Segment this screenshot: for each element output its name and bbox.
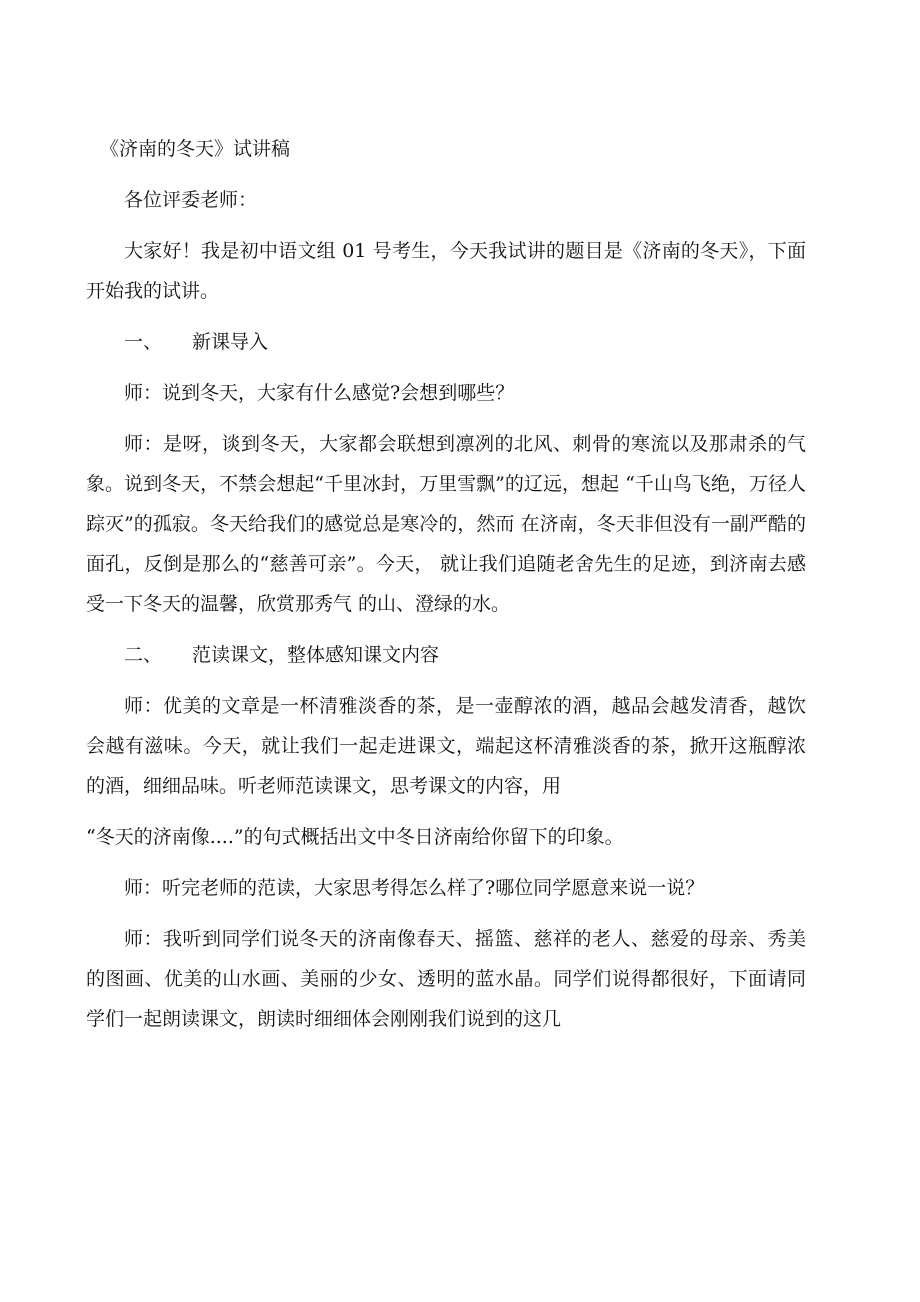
teacher-paragraph-5: 师：我听到同学们说冬天的济南像春天、摇篮、慈祥的老人、慈爱的母亲、秀美的图画、优美的山水画、美丽的少女、透明的蓝水晶。同学们说得都很好，下面请同学们一起朗读课文，朗读时细细体会刚刚我们说到的这几: [86, 928, 806, 1030]
intro-paragraph: 大家好！我是初中语文组 01 号考生，今天我试讲的题目是《济南的冬天》，下面开始我的试讲。: [86, 240, 806, 302]
teacher-paragraph-2: 师：是呀，谈到冬天，大家都会联想到凛冽的北风、刺骨的寒流以及那肃杀的气象。说到冬天，不禁会想起“千里冰封，万里雪飘”的辽远，想起 “千山鸟飞绝，万径人踪灭”的孤寂。冬天给我们的感觉总是寒冷的，然而 在济南，冬天非但没有一副严酷的面孔，反倒是那么的“慈善可亲”。今天， 就让我们追随老舍先生的足迹，到济南去感受一下冬天的温馨，欣赏那秀气 的山、澄绿的水。: [86, 433, 806, 615]
section-heading-1: [86, 322, 806, 362]
document-body: [86, 180, 806, 1050]
greeting-paragraph: 各位评委老师：: [124, 189, 258, 211]
teacher-paragraph-1: 师：说到冬天，大家有什么感觉?会想到哪些？: [124, 382, 515, 404]
document-title: 《济南的冬天》试讲稿: [100, 138, 291, 160]
section-heading-2: [86, 635, 806, 675]
section-title-2: 范读课文，整体感知课文内容: [192, 644, 440, 666]
section-number-1: 一、: [124, 331, 163, 353]
teacher-paragraph-3: 师：优美的文章是一杯清雅淡香的茶，是一壶醇浓的酒，越品会越发清香，越饮会越有滋味。今天，就让我们一起走进课文，端起这杯清雅淡香的茶，掀开这瓶醇浓的酒，细细品味。听老师范读课文，思考课文的内容，用: [86, 695, 806, 797]
section-number-2: 二、: [124, 644, 163, 666]
teacher-paragraph-3-continuation: “冬天的济南像....”的句式概括出文中冬日济南给你留下的印象。: [86, 826, 624, 848]
section-title-1: 新课导入: [192, 331, 269, 353]
teacher-paragraph-4: 师：听完老师的范读，大家思考得怎么样了?哪位同学愿意来说一说？: [124, 877, 705, 899]
